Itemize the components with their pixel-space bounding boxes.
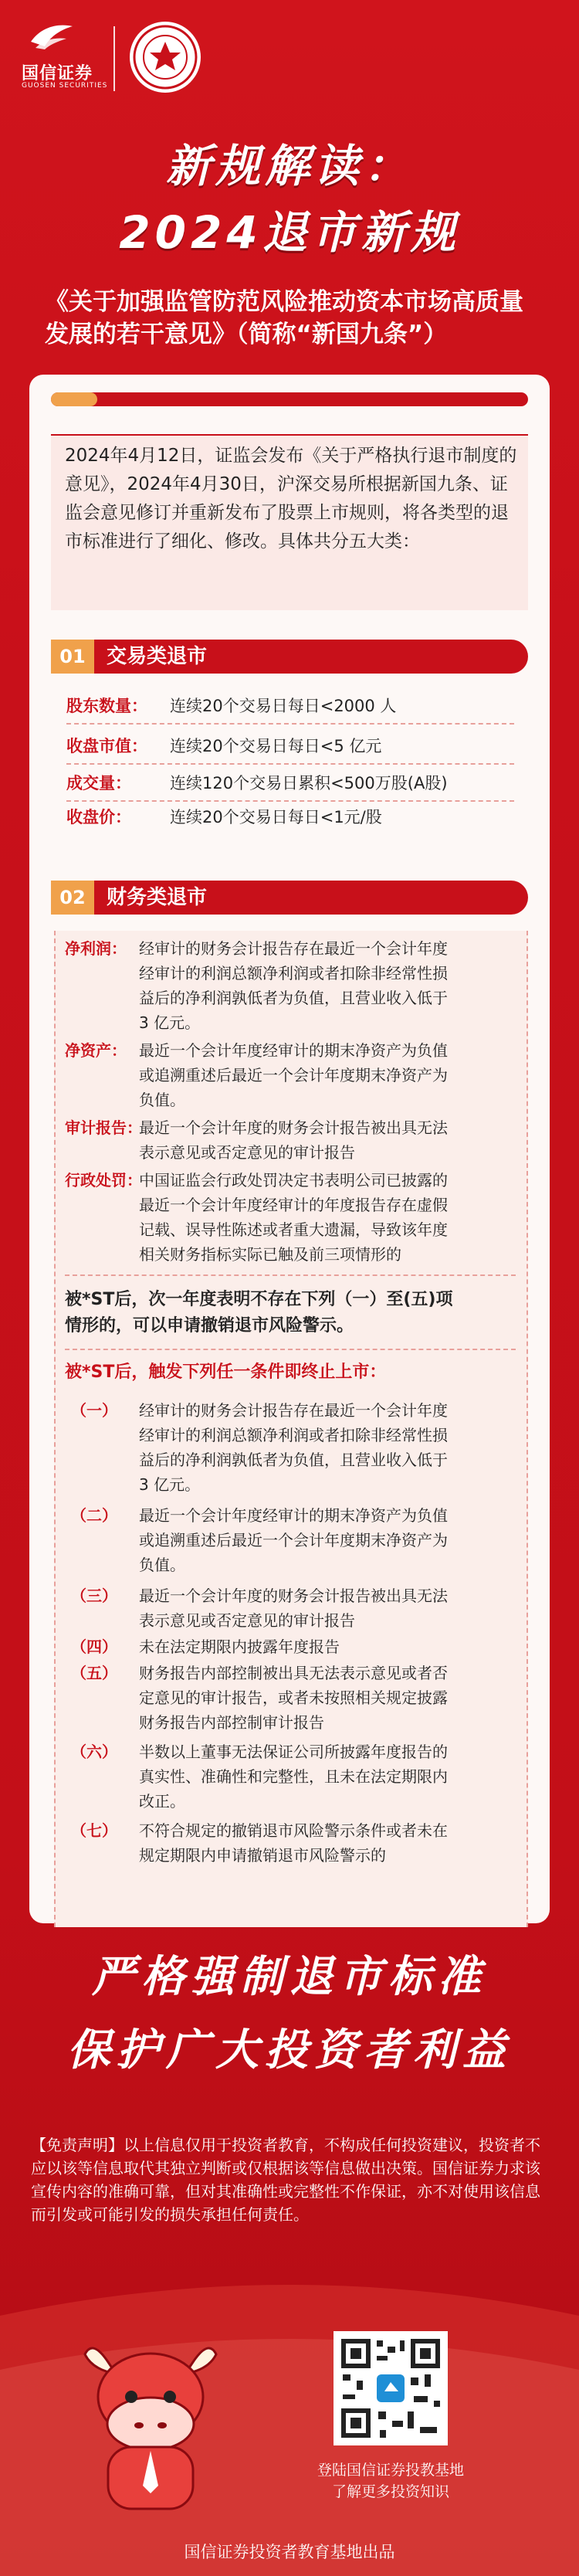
trigger-title: 被*ST后，触发下列任一条件即终止上市： [65, 1363, 387, 1382]
slogan-line1: 严格强制退市标准 [92, 1951, 487, 2002]
row-value: 连续120个交易日累积<500万股(A股) [170, 774, 448, 792]
condition-line: 最近一个会计年度的财务会计报告被出具无法 [139, 1587, 448, 1605]
item-line: 益后的净利润孰低者为负值，且营业收入低于 [139, 989, 448, 1007]
intro-paragraph: 2024年4月12日，证监会发布《关于严格执行退市制度的意见》，2024年4月30日，沪深交易所根据新国九条、证监会意见修订并重新发布了股票上市规则，将各类型的退市标准进行了细化、修改。具体共分五大类： [51, 434, 528, 610]
footer [0, 2254, 579, 2576]
footer-producer: 国信证券投资者教育基地出品 [184, 2543, 395, 2561]
divider [65, 1274, 516, 1276]
condition-number: （四） [71, 1638, 117, 1656]
condition-number: （一） [71, 1401, 117, 1420]
condition-line: 规定期限内申请撤销退市风险警示的 [139, 1846, 386, 1865]
page-title-line1: 新规解读： [165, 140, 413, 192]
row-key: 收盘价： [66, 808, 131, 826]
condition-line: 经审计的财务会计报告存在最近一个会计年度 [139, 1401, 448, 1420]
condition-line: 最近一个会计年度经审计的期末净资产为负值 [139, 1506, 448, 1525]
row-key: 成交量： [66, 774, 131, 792]
condition-line: 未在法定期限内披露年度报告 [139, 1638, 340, 1656]
condition-line: 表示意见或否定意见的审计报告 [139, 1611, 355, 1630]
brand-name-en: GUOSEN SECURITIES [22, 82, 108, 90]
condition-line: 负值。 [139, 1556, 185, 1574]
item-key: 净利润： [65, 939, 127, 958]
header [0, 0, 579, 116]
item-line: 相关财务指标实际已触及前三项情形的 [139, 1245, 401, 1264]
item-line: 经审计的财务会计报告存在最近一个会计年度 [139, 939, 448, 958]
investor-education-seal-icon [130, 22, 201, 93]
top-decor-bar [51, 392, 528, 406]
disclaimer: 【免责声明】以上信息仅用于投资者教育，不构成任何投资建议，投资者不应以该等信息取代其独立判断或仅根据该等信息做出决策。国信证券力求该宣传内容的准确可靠，但对其准确性或完整性不作保证，亦不对使用该信息而引发或可能引发的损失承担任何责任。 [31, 2136, 540, 2224]
divider [66, 763, 514, 765]
top-decor-accent [51, 392, 97, 406]
item-key: 行政处罚： [65, 1171, 142, 1190]
condition-number: （三） [71, 1587, 117, 1605]
condition-number: （五） [71, 1664, 117, 1682]
qr-code-icon [334, 2331, 448, 2445]
item-key: 审计报告： [65, 1118, 142, 1137]
item-line: 最近一个会计年度经审计的年度报告存在虚假 [139, 1196, 448, 1214]
divider [66, 723, 514, 725]
slogan-line2: 保护广大投资者利益 [67, 2024, 512, 2075]
item-line: 表示意见或否定意见的审计报告 [139, 1143, 355, 1162]
row-key: 股东数量： [66, 697, 147, 715]
item-line: 3 亿元。 [139, 1013, 201, 1032]
item-line: 记载、误导性陈述或者重大遗漏，导致该年度 [139, 1220, 448, 1239]
item-line: 中国证监会行政处罚决定书表明公司已披露的 [139, 1171, 448, 1190]
logo-divider [113, 26, 115, 91]
divider [66, 800, 514, 802]
row-value: 连续20个交易日每日<5 亿元 [170, 737, 382, 755]
item-line: 最近一个会计年度经审计的期末净资产为负值 [139, 1041, 448, 1060]
brand-name: 国信证券 [22, 64, 93, 83]
condition-line: 不符合规定的撤销退市风险警示条件或者未在 [139, 1821, 448, 1840]
section-number: 02 [51, 881, 94, 915]
page-title-line2: 2024退市新规 [119, 206, 460, 259]
section-title: 交易类退市 [107, 645, 208, 668]
qr-caption-line1: 登陆国信证券投教基地 [317, 2462, 464, 2479]
condition-number: （二） [71, 1506, 117, 1525]
guosen-logo-icon [28, 22, 76, 51]
row-key: 收盘市值： [66, 737, 147, 755]
ox-mascot-icon [77, 2331, 224, 2517]
qr-caption-line2: 了解更多投资知识 [331, 2483, 449, 2500]
condition-line: 经审计的利润总额净利润或者扣除非经常性损 [139, 1426, 448, 1444]
item-key: 净资产： [65, 1041, 127, 1060]
divider [65, 1349, 516, 1350]
condition-line: 益后的净利润孰低者为负值，且营业收入低于 [139, 1451, 448, 1469]
revoke-note-line: 情形的，可以申请撤销退市风险警示。 [65, 1316, 354, 1336]
item-line: 或追溯重述后最近一个会计年度期末净资产为 [139, 1066, 448, 1084]
condition-number: （六） [71, 1743, 117, 1761]
row-value: 连续20个交易日每日<1元/股 [170, 808, 382, 826]
revoke-note-line: 被*ST后，次一年度表明不存在下列（一）至(五)项 [65, 1290, 453, 1309]
condition-line: 真实性、准确性和完整性，且未在法定期限内 [139, 1767, 448, 1786]
section-number: 01 [51, 640, 94, 674]
condition-line: 半数以上董事无法保证公司所披露年度报告的 [139, 1743, 448, 1761]
qr-code[interactable] [334, 2331, 448, 2445]
item-line: 负值。 [139, 1091, 185, 1109]
item-line: 经审计的利润总额净利润或者扣除非经常性损 [139, 964, 448, 983]
row-value: 连续20个交易日每日<2000 人 [170, 697, 397, 715]
condition-line: 3 亿元。 [139, 1475, 201, 1494]
section-title: 财务类退市 [107, 886, 208, 909]
condition-line: 财务报告内部控制被出具无法表示意见或者否 [139, 1664, 448, 1682]
condition-number: （七） [71, 1821, 117, 1840]
condition-line: 改正。 [139, 1792, 185, 1811]
page-subtitle: 《关于加强监管防范风险推动资本市场高质量发展的若干意见》（简称“新国九条”） [45, 288, 523, 348]
condition-line: 或追溯重述后最近一个会计年度期末净资产为 [139, 1531, 448, 1549]
condition-line: 财务报告内部控制审计报告 [139, 1713, 324, 1732]
condition-line: 定意见的审计报告，或者未按照相关规定披露 [139, 1688, 448, 1707]
item-line: 最近一个会计年度的财务会计报告被出具无法 [139, 1118, 448, 1137]
